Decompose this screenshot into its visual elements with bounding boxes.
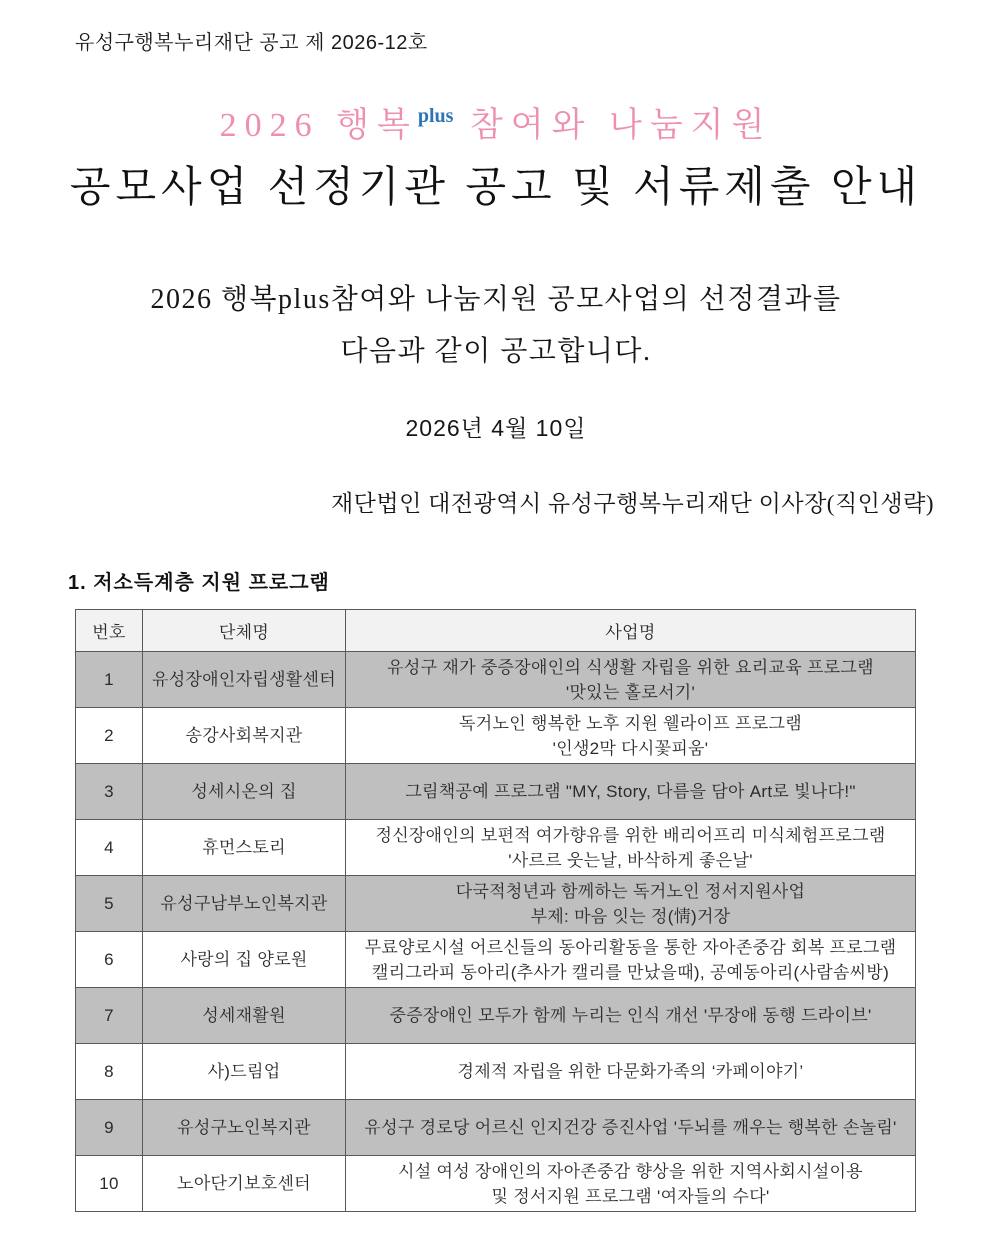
program-table-body [76,652,916,1212]
program-name-line: 무료양로시설 어르신들의 동아리활동을 통한 자아존중감 회복 프로그램 [364,937,897,957]
section-title: 1. 저소득계층 지원 프로그램 [68,572,330,594]
program-name-line: 독거노인 행복한 노후 지원 웰라이프 프로그램 [459,713,802,733]
cell-row-number: 5 [76,876,143,932]
cell-org-name: 유성장애인자립생활센터 [143,652,346,708]
table-row [76,764,916,820]
announcement-date: 2026년 4월 10일 [405,415,587,441]
table-row [76,1044,916,1100]
cell-org-name: 노아단기보호센터 [143,1156,346,1212]
cell-row-number: 10 [76,1156,143,1212]
cell-org-name: 유성구노인복지관 [143,1100,346,1156]
program-name-line: '맛있는 홀로서기' [565,682,696,702]
cell-row-number: 3 [76,764,143,820]
cell-program-name [346,708,916,764]
cell-row-number: 6 [76,932,143,988]
cell-row-number: 1 [76,652,143,708]
cell-row-number: 2 [76,708,143,764]
cell-row-number: 4 [76,820,143,876]
subtitle-pink [0,97,992,146]
table-row [76,1100,916,1156]
program-name-line: 유성구 경로당 어르신 인지건강 증진사업 '두뇌를 깨우는 행복한 손놀림' [364,1118,897,1137]
notice-number: 유성구행복누리재단 공고 제 2026-12호 [75,32,428,54]
program-name-line: 중증장애인 모두가 함께 누리는 인식 개선 '무장애 동행 드라이브' [389,1006,872,1025]
program-name-line: 캘리그라피 동아리(추사가 캘리를 만났을때), 공예동아리(사람솜씨방) [371,962,890,982]
cell-program-name [346,1156,916,1212]
table-header-row [76,610,916,652]
program-name-line: 정신장애인의 보편적 여가향유를 위한 배리어프리 미식체험프로그램 [375,825,886,845]
program-table [75,609,916,1212]
cell-org-name: 휴먼스토리 [143,820,346,876]
cell-org-name: 사랑의 집 양로원 [143,932,346,988]
main-title: 공모사업 선정기관 공고 및 서류제출 안내 [69,165,923,211]
table-row [76,988,916,1044]
cell-program-name [346,1100,916,1156]
announcement-body [0,274,992,378]
table-row [76,708,916,764]
announcement-body-line1: 2026 행복plus참여와 나눔지원 공모사업의 선정결과를 [150,284,842,315]
subtitle-pink-prefix: 2026 행복 [219,107,418,144]
program-name-line: 경제적 자립을 위한 다문화가족의 ‘카페이야기’ [457,1062,804,1081]
program-name-line: 유성구 재가 중증장애인의 식생활 자립을 위한 요리교육 프로그램 [387,657,874,677]
cell-program-name [346,1044,916,1100]
cell-row-number: 9 [76,1100,143,1156]
cell-program-name [346,876,916,932]
cell-program-name [346,820,916,876]
table-row [76,820,916,876]
cell-org-name: 유성구남부노인복지관 [143,876,346,932]
cell-row-number: 7 [76,988,143,1044]
program-name-line: 부제: 마음 잇는 정(情)거장 [530,906,731,926]
program-name-line: 시설 여성 장애인의 자아존중감 향상을 위한 지역사회시설이용 [398,1161,863,1181]
plus-superscript: plus [417,105,454,127]
signature: 재단법인 대전광역시 유성구행복누리재단 이사장(직인생략) [330,491,934,516]
cell-program-name [346,988,916,1044]
cell-row-number: 8 [76,1044,143,1100]
table-row [76,932,916,988]
announcement-body-line2: 다음과 같이 공고합니다. [340,336,652,367]
table-row [76,876,916,932]
program-name-line: 그림책공예 프로그램 "MY, Story, 다름을 담아 Art로 빛나다!" [405,782,856,801]
cell-program-name [346,652,916,708]
program-name-line: '인생2막 다시꽃피움' [552,738,709,758]
subtitle-pink-suffix: 참여와 나눔지원 [453,107,773,144]
table-row [76,1156,916,1212]
table-row [76,652,916,708]
program-name-line: '사르르 웃는날, 바삭하게 좋은날' [508,850,753,870]
program-name-line: 다국적청년과 함께하는 독거노인 정서지원사업 [455,881,806,901]
cell-program-name [346,932,916,988]
cell-program-name [346,764,916,820]
header-program-name: 사업명 [346,610,916,652]
header-org-name: 단체명 [143,610,346,652]
header-number: 번호 [76,610,143,652]
cell-org-name: 송강사회복지관 [143,708,346,764]
cell-org-name: 사)드림업 [143,1044,346,1100]
cell-org-name: 성세재활원 [143,988,346,1044]
program-name-line: 및 정서지원 프로그램 '여자들의 수다' [491,1186,770,1206]
cell-org-name: 성세시온의 집 [143,764,346,820]
